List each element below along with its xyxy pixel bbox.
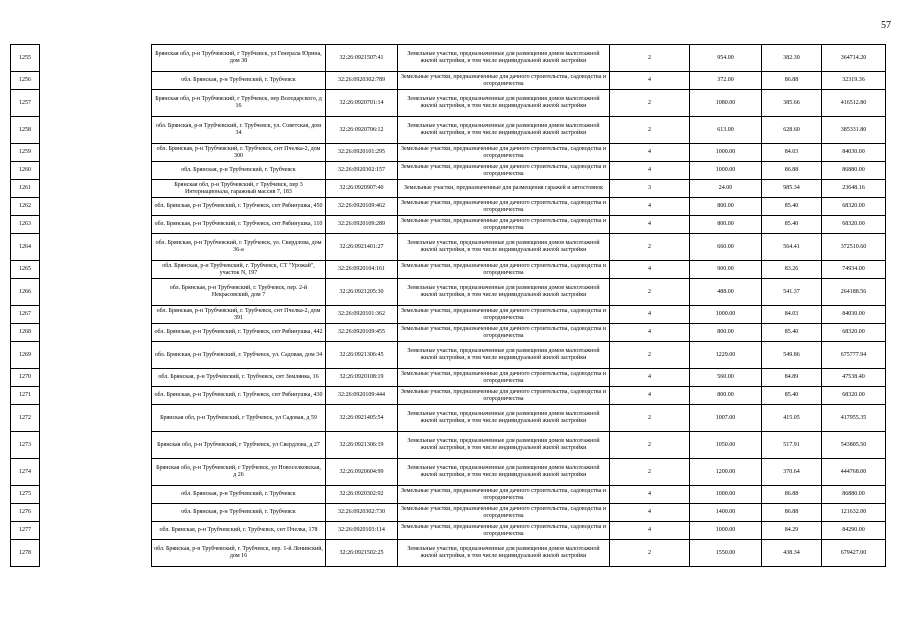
spacer-cell: [40, 198, 152, 216]
address-cell: Брянская обл, р-н Трубчевский, г Трубчевск, ул Генерала Юрина, дом 38: [152, 45, 326, 72]
zone-cell: 2: [610, 405, 690, 432]
row-number-cell: 1265: [11, 261, 40, 279]
unit-value-cell: 83.26: [762, 261, 822, 279]
area-cell: 560.00: [690, 369, 762, 387]
table-row: [11, 45, 886, 72]
zone-cell: 4: [610, 324, 690, 342]
unit-value-cell: 85.40: [762, 387, 822, 405]
permitted-use-cell: Земельные участки, предназначенные для размещения домов малоэтажной жилой застройки, в том числе индивидуальной жилой застройки: [398, 405, 610, 432]
address-cell: обл. Брянская, р-н Трубчевский, г. Трубчевск, снт Пчелка, 178: [152, 522, 326, 540]
area-cell: 1229.00: [690, 342, 762, 369]
spacer-cell: [40, 306, 152, 324]
table-row: [11, 459, 886, 486]
cadastral-value-cell: 84290.00: [822, 522, 886, 540]
address-cell: обл. Брянская, р-н Трубчевский, г. Трубчевск, снт Рябинушка, 450: [152, 198, 326, 216]
address-cell: обл. Брянская, р-н Трубчевский, г. Трубчевск, снт Пчелка-2, дом 391: [152, 306, 326, 324]
cadastral-value-cell: 679427.00: [822, 540, 886, 567]
unit-value-cell: 549.86: [762, 342, 822, 369]
spacer-cell: [40, 342, 152, 369]
cadastral-number-cell: 32:26:0920302:730: [326, 504, 398, 522]
row-number-cell: 1270: [11, 369, 40, 387]
row-number-cell: 1256: [11, 72, 40, 90]
cadastral-value-cell: 372510.60: [822, 234, 886, 261]
permitted-use-cell: Земельные участки, предназначенные для дачного строительства, садоводства и огородничества: [398, 72, 610, 90]
spacer-cell: [40, 90, 152, 117]
unit-value-cell: 86.88: [762, 486, 822, 504]
cadastral-value-cell: 68320.00: [822, 216, 886, 234]
area-cell: 800.00: [690, 324, 762, 342]
cadastral-value-cell: 121632.00: [822, 504, 886, 522]
cadastral-number-cell: 32:26:0920302:92: [326, 486, 398, 504]
unit-value-cell: 84.03: [762, 144, 822, 162]
permitted-use-cell: Земельные участки, предназначенные для дачного строительства, садоводства и огородничества: [398, 216, 610, 234]
address-cell: Брянская обл, р-н Трубчевский, г Трубчевск, пер Володарского, д 16: [152, 90, 326, 117]
zone-cell: 4: [610, 162, 690, 180]
cadastral-value-cell: 416512.80: [822, 90, 886, 117]
cadastral-value-cell: 86880.00: [822, 162, 886, 180]
table-row: [11, 117, 886, 144]
unit-value-cell: 86.88: [762, 504, 822, 522]
unit-value-cell: 370.64: [762, 459, 822, 486]
permitted-use-cell: Земельные участки, предназначенные для размещения домов малоэтажной жилой застройки, в том числе индивидуальной жилой застройки: [398, 540, 610, 567]
permitted-use-cell: Земельные участки, предназначенные для размещения домов малоэтажной жилой застройки, в том числе индивидуальной жилой застройки: [398, 234, 610, 261]
row-number-cell: 1261: [11, 180, 40, 198]
zone-cell: 4: [610, 522, 690, 540]
address-cell: обл. Брянская, р-н Трубчевский, г. Трубчевск, снт Землянка, 16: [152, 369, 326, 387]
table-row: [11, 261, 886, 279]
cadastral-number-cell: 32:26:0920101:362: [326, 306, 398, 324]
unit-value-cell: 985.34: [762, 180, 822, 198]
permitted-use-cell: Земельные участки, предназначенные для дачного строительства, садоводства и огородничества: [398, 306, 610, 324]
permitted-use-cell: Земельные участки, предназначенные для дачного строительства, садоводства и огородничества: [398, 261, 610, 279]
cadastral-number-cell: 32:26:0921507:41: [326, 45, 398, 72]
cadastral-value-cell: 264188.56: [822, 279, 886, 306]
zone-cell: 2: [610, 279, 690, 306]
row-number-cell: 1255: [11, 45, 40, 72]
permitted-use-cell: Земельные участки, предназначенные для размещения домов малоэтажной жилой застройки, в том числе индивидуальной жилой застройки: [398, 459, 610, 486]
table-row: [11, 369, 886, 387]
zone-cell: 4: [610, 198, 690, 216]
cadastral-value-cell: 364714.20: [822, 45, 886, 72]
unit-value-cell: 628.60: [762, 117, 822, 144]
area-cell: 800.00: [690, 198, 762, 216]
zone-cell: 4: [610, 144, 690, 162]
address-cell: обл. Брянская, р-н Трубчевский, г. Трубчевск, ул. Садовая, дом 34: [152, 342, 326, 369]
area-cell: 1000.00: [690, 306, 762, 324]
zone-cell: 2: [610, 45, 690, 72]
spacer-cell: [40, 540, 152, 567]
cadastral-value-cell: 385331.80: [822, 117, 886, 144]
address-cell: Брянская обл, р-н Трубчевский, г Трубчевск, ул Садовая, д 59: [152, 405, 326, 432]
cadastral-number-cell: 32:26:0920104:161: [326, 261, 398, 279]
table-row: [11, 504, 886, 522]
spacer-cell: [40, 45, 152, 72]
table-row: [11, 540, 886, 567]
spacer-cell: [40, 162, 152, 180]
permitted-use-cell: Земельные участки, предназначенные для размещения гаражей и автостоянок: [398, 180, 610, 198]
area-cell: 1000.00: [690, 522, 762, 540]
area-cell: 1200.00: [690, 459, 762, 486]
zone-cell: 2: [610, 342, 690, 369]
row-number-cell: 1266: [11, 279, 40, 306]
zone-cell: 2: [610, 432, 690, 459]
row-number-cell: 1272: [11, 405, 40, 432]
cadastral-number-cell: 32:26:0920108:19: [326, 369, 398, 387]
cadastral-number-cell: 32:26:0921306:19: [326, 432, 398, 459]
cadastral-number-cell: 32:26:0920604:99: [326, 459, 398, 486]
spacer-cell: [40, 504, 152, 522]
cadastral-number-cell: 32:26:0921401:27: [326, 234, 398, 261]
unit-value-cell: 438.34: [762, 540, 822, 567]
zone-cell: 2: [610, 234, 690, 261]
row-number-cell: 1271: [11, 387, 40, 405]
row-number-cell: 1263: [11, 216, 40, 234]
spacer-cell: [40, 72, 152, 90]
area-cell: 954.00: [690, 45, 762, 72]
spacer-cell: [40, 324, 152, 342]
area-cell: 1007.00: [690, 405, 762, 432]
area-cell: 1400.00: [690, 504, 762, 522]
address-cell: Брянская обл, р-н Трубчевский, г Трубчевск, пер 3 Интернационала, гаражный массив 7, 183: [152, 180, 326, 198]
address-cell: обл. Брянская, р-н Трубчевский, г. Трубчевск, СТ "Урожай", участок N, 197: [152, 261, 326, 279]
spacer-cell: [40, 144, 152, 162]
zone-cell: 2: [610, 117, 690, 144]
permitted-use-cell: Земельные участки, предназначенные для дачного строительства, садоводства и огородничества: [398, 522, 610, 540]
table-row: [11, 342, 886, 369]
area-cell: 613.00: [690, 117, 762, 144]
permitted-use-cell: Земельные участки, предназначенные для дачного строительства, садоводства и огородничества: [398, 144, 610, 162]
address-cell: обл. Брянская, р-н Трубчевский, г. Трубчевск, снт Пчелка-2, дом 300: [152, 144, 326, 162]
spacer-cell: [40, 405, 152, 432]
zone-cell: 4: [610, 486, 690, 504]
cadastral-value-cell: 47538.40: [822, 369, 886, 387]
unit-value-cell: 564.41: [762, 234, 822, 261]
table-row: [11, 279, 886, 306]
zone-cell: 4: [610, 504, 690, 522]
unit-value-cell: 385.66: [762, 90, 822, 117]
unit-value-cell: 517.91: [762, 432, 822, 459]
table-row: [11, 432, 886, 459]
zone-cell: 4: [610, 72, 690, 90]
spacer-cell: [40, 216, 152, 234]
address-cell: обл. Брянская, р-н Трубчевский, г. Трубчевск: [152, 72, 326, 90]
spacer-cell: [40, 486, 152, 504]
unit-value-cell: 541.37: [762, 279, 822, 306]
row-number-cell: 1262: [11, 198, 40, 216]
cadastral-number-cell: 32:26:0920109:444: [326, 387, 398, 405]
table-row: [11, 216, 886, 234]
table-row: [11, 306, 886, 324]
land-plots-table: [10, 44, 886, 567]
cadastral-value-cell: 68320.00: [822, 324, 886, 342]
row-number-cell: 1278: [11, 540, 40, 567]
row-number-cell: 1273: [11, 432, 40, 459]
unit-value-cell: 85.40: [762, 216, 822, 234]
address-cell: обл. Брянская, р-н Трубчевский, г. Трубчевск, снт Рябинушка, 110: [152, 216, 326, 234]
address-cell: Брянская обл, р-н Трубчевский, г Трубчевск, ул Новоселковская, д 26: [152, 459, 326, 486]
spacer-cell: [40, 234, 152, 261]
zone-cell: 4: [610, 369, 690, 387]
cadastral-number-cell: 32:26:0920706:12: [326, 117, 398, 144]
area-cell: 900.00: [690, 261, 762, 279]
area-cell: 1000.00: [690, 162, 762, 180]
spacer-cell: [40, 261, 152, 279]
area-cell: 488.00: [690, 279, 762, 306]
permitted-use-cell: Земельные участки, предназначенные для размещения домов малоэтажной жилой застройки, в том числе индивидуальной жилой застройки: [398, 279, 610, 306]
permitted-use-cell: Земельные участки, предназначенные для дачного строительства, садоводства и огородничества: [398, 198, 610, 216]
spacer-cell: [40, 279, 152, 306]
table-row: [11, 486, 886, 504]
cadastral-value-cell: 32319.36: [822, 72, 886, 90]
table-row: [11, 522, 886, 540]
area-cell: 1000.00: [690, 144, 762, 162]
row-number-cell: 1257: [11, 90, 40, 117]
permitted-use-cell: Земельные участки, предназначенные для дачного строительства, садоводства и огородничества: [398, 486, 610, 504]
table-row: [11, 198, 886, 216]
spacer-cell: [40, 432, 152, 459]
zone-cell: 4: [610, 387, 690, 405]
area-cell: 660.00: [690, 234, 762, 261]
area-cell: 372.00: [690, 72, 762, 90]
zone-cell: 2: [610, 459, 690, 486]
address-cell: Брянская обл, р-н Трубчевский, г Трубчевск, ул Свердлова, д 27: [152, 432, 326, 459]
cadastral-number-cell: 32:26:0920103:114: [326, 522, 398, 540]
row-number-cell: 1274: [11, 459, 40, 486]
address-cell: обл. Брянская, р-н Трубчевский, г. Трубчевск, ул. Советская, дом 34: [152, 117, 326, 144]
spacer-cell: [40, 459, 152, 486]
address-cell: обл. Брянская, р-н Трубчевский, г. Трубчевск: [152, 486, 326, 504]
permitted-use-cell: Земельные участки, предназначенные для дачного строительства, садоводства и огородничества: [398, 504, 610, 522]
table-row: [11, 144, 886, 162]
cadastral-number-cell: 32:26:0920109:462: [326, 198, 398, 216]
table-row: [11, 405, 886, 432]
zone-cell: 4: [610, 216, 690, 234]
cadastral-value-cell: 74934.00: [822, 261, 886, 279]
row-number-cell: 1264: [11, 234, 40, 261]
table-row: [11, 72, 886, 90]
permitted-use-cell: Земельные участки, предназначенные для размещения домов малоэтажной жилой застройки, в том числе индивидуальной жилой застройки: [398, 342, 610, 369]
unit-value-cell: 84.29: [762, 522, 822, 540]
unit-value-cell: 85.40: [762, 198, 822, 216]
cadastral-number-cell: 32:26:0920109:289: [326, 216, 398, 234]
zone-cell: 2: [610, 540, 690, 567]
spacer-cell: [40, 387, 152, 405]
cadastral-value-cell: 68320.00: [822, 387, 886, 405]
row-number-cell: 1259: [11, 144, 40, 162]
permitted-use-cell: Земельные участки, предназначенные для размещения домов малоэтажной жилой застройки, в том числе индивидуальной жилой застройки: [398, 45, 610, 72]
table-row: [11, 324, 886, 342]
zone-cell: 4: [610, 306, 690, 324]
row-number-cell: 1276: [11, 504, 40, 522]
cadastral-value-cell: 675777.94: [822, 342, 886, 369]
zone-cell: 4: [610, 261, 690, 279]
spacer-cell: [40, 117, 152, 144]
table-body: [11, 45, 886, 567]
cadastral-value-cell: 68320.00: [822, 198, 886, 216]
area-cell: 800.00: [690, 387, 762, 405]
address-cell: обл. Брянская, р-н Трубчевский, г. Трубчевск, пер. 2-й Некрасовский, дом 7: [152, 279, 326, 306]
unit-value-cell: 85.40: [762, 324, 822, 342]
unit-value-cell: 382.30: [762, 45, 822, 72]
cadastral-number-cell: 32:26:0921205:30: [326, 279, 398, 306]
spacer-cell: [40, 369, 152, 387]
cadastral-number-cell: 32:26:0921306:45: [326, 342, 398, 369]
row-number-cell: 1260: [11, 162, 40, 180]
cadastral-number-cell: 32:26:0920302:789: [326, 72, 398, 90]
permitted-use-cell: Земельные участки, предназначенные для размещения домов малоэтажной жилой застройки, в том числе индивидуальной жилой застройки: [398, 90, 610, 117]
unit-value-cell: 86.88: [762, 162, 822, 180]
cadastral-value-cell: 543805.50: [822, 432, 886, 459]
cadastral-value-cell: 84030.00: [822, 144, 886, 162]
address-cell: обл. Брянская, р-н Трубчевский, г. Трубчевск: [152, 504, 326, 522]
unit-value-cell: 84.03: [762, 306, 822, 324]
cadastral-value-cell: 86880.00: [822, 486, 886, 504]
row-number-cell: 1268: [11, 324, 40, 342]
row-number-cell: 1269: [11, 342, 40, 369]
permitted-use-cell: Земельные участки, предназначенные для размещения домов малоэтажной жилой застройки, в том числе индивидуальной жилой застройки: [398, 432, 610, 459]
cadastral-number-cell: 32:26:0920101:295: [326, 144, 398, 162]
area-cell: 1550.00: [690, 540, 762, 567]
row-number-cell: 1275: [11, 486, 40, 504]
zone-cell: 2: [610, 90, 690, 117]
table-row: [11, 387, 886, 405]
cadastral-value-cell: 23648.16: [822, 180, 886, 198]
unit-value-cell: 415.05: [762, 405, 822, 432]
unit-value-cell: 84.89: [762, 369, 822, 387]
spacer-cell: [40, 180, 152, 198]
address-cell: обл. Брянская, р-н Трубчевский, г. Трубчевск, пер. 1-й Ленинский, дом 16: [152, 540, 326, 567]
permitted-use-cell: Земельные участки, предназначенные для дачного строительства, садоводства и огородничества: [398, 162, 610, 180]
cadastral-value-cell: 444768.00: [822, 459, 886, 486]
area-cell: 1050.00: [690, 432, 762, 459]
cadastral-number-cell: 32:26:0920701:14: [326, 90, 398, 117]
cadastral-number-cell: 32:26:0921405:54: [326, 405, 398, 432]
permitted-use-cell: Земельные участки, предназначенные для дачного строительства, садоводства и огородничества: [398, 369, 610, 387]
cadastral-number-cell: 32:26:0920109:455: [326, 324, 398, 342]
row-number-cell: 1258: [11, 117, 40, 144]
cadastral-number-cell: 32:26:0921502:25: [326, 540, 398, 567]
address-cell: обл. Брянская, р-н Трубчевский, г. Трубчевск, снт Рябинушка, 430: [152, 387, 326, 405]
cadastral-value-cell: 84030.00: [822, 306, 886, 324]
area-cell: 1000.00: [690, 486, 762, 504]
permitted-use-cell: Земельные участки, предназначенные для дачного строительства, садоводства и огородничества: [398, 387, 610, 405]
permitted-use-cell: Земельные участки, предназначенные для дачного строительства, садоводства и огородничества: [398, 324, 610, 342]
address-cell: обл. Брянская, р-н Трубчевский, г. Трубчевск: [152, 162, 326, 180]
table-row: [11, 234, 886, 261]
spacer-cell: [40, 522, 152, 540]
unit-value-cell: 86.88: [762, 72, 822, 90]
page-number: 57: [881, 20, 891, 31]
cadastral-number-cell: 32:26:0920907:40: [326, 180, 398, 198]
zone-cell: 3: [610, 180, 690, 198]
table-row: [11, 90, 886, 117]
address-cell: обл. Брянская, р-н Трубчевский, г. Трубчевск, ул. Свердлова, дом 36-а: [152, 234, 326, 261]
area-cell: 24.00: [690, 180, 762, 198]
cadastral-number-cell: 32:26:0920302:157: [326, 162, 398, 180]
area-cell: 1080.00: [690, 90, 762, 117]
permitted-use-cell: Земельные участки, предназначенные для размещения домов малоэтажной жилой застройки, в том числе индивидуальной жилой застройки: [398, 117, 610, 144]
table-row: [11, 162, 886, 180]
table-row: [11, 180, 886, 198]
area-cell: 800.00: [690, 216, 762, 234]
address-cell: обл. Брянская, р-н Трубчевский, г. Трубчевск, снт Рябинушка, 442: [152, 324, 326, 342]
row-number-cell: 1267: [11, 306, 40, 324]
cadastral-value-cell: 417955.35: [822, 405, 886, 432]
row-number-cell: 1277: [11, 522, 40, 540]
